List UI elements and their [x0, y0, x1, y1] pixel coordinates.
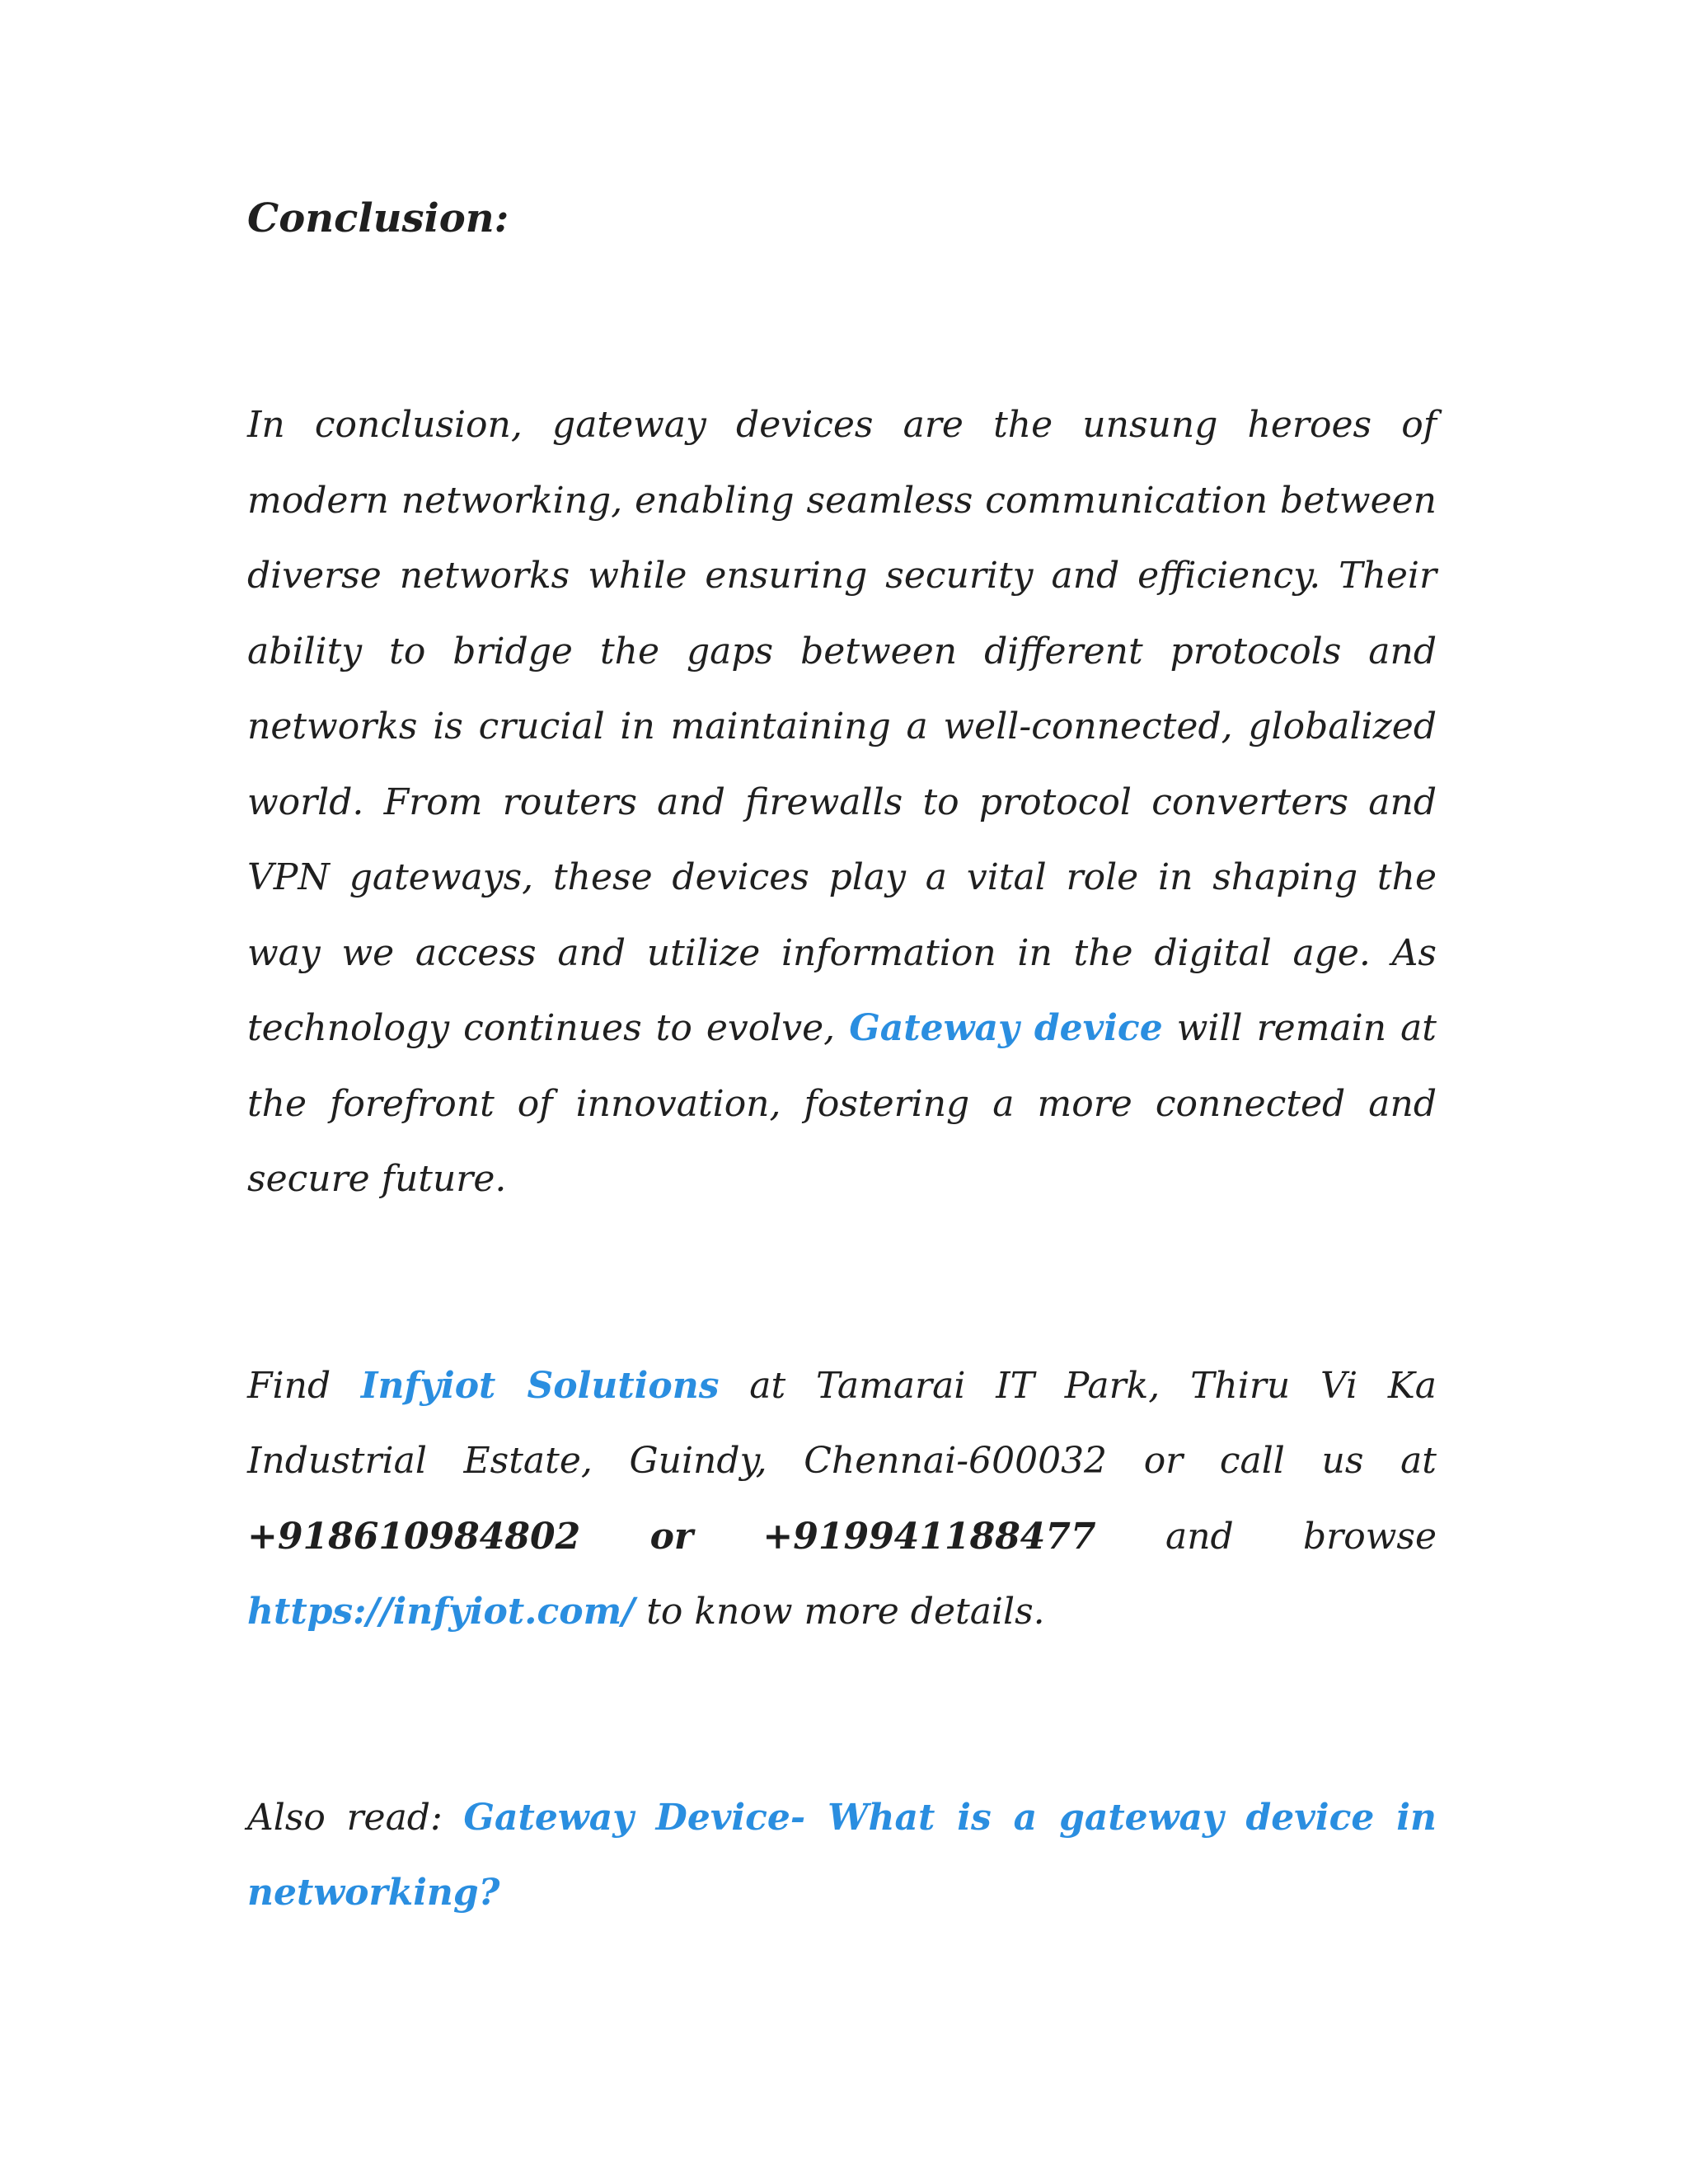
gateway-device-link[interactable]: Gateway device [849, 1007, 1163, 1049]
conclusion-text-after-link: will remain at the forefront of innovation, fostering a more connected and secure future. [247, 1007, 1437, 1200]
conclusion-paragraph [247, 387, 1437, 1217]
also-read-paragraph [247, 1780, 1437, 1931]
also-read-link[interactable]: Gateway Device- What is a gateway device in networking? [247, 1796, 1437, 1914]
address-text: at Tamarai IT Park, Thiru Vi Ka Industrial Estate, Guindy, Chennai-600032 or call us at [247, 1364, 1437, 1482]
phone-number-1: +918610984802 [247, 1515, 581, 1558]
also-read-label: Also read: [247, 1796, 443, 1839]
and-browse-text: and browse [1165, 1515, 1437, 1558]
know-more-text: to know more details. [646, 1591, 1045, 1633]
website-url-link[interactable]: https://infyiot.com/ [247, 1591, 635, 1633]
or-text: or [649, 1515, 694, 1558]
infyiot-solutions-link[interactable]: Infyiot Solutions [360, 1364, 720, 1407]
contact-paragraph [247, 1348, 1437, 1650]
phone-number-2: +919941188477 [762, 1515, 1096, 1558]
conclusion-text-before-link: In conclusion, gateway devices are the unsung heroes of modern networking, enabling seamless communication between diverse networks while ensuring security and efficiency. Their ability to bridge the gaps between different protocols and networks is crucial in maintaining a well-connected, globalized world. From routers and firewalls to protocol converters and VPN gateways, these devices play a vital role in shaping the way we access and utilize information in the digital age. As technology continues to evolve, [247, 404, 1437, 1049]
section-heading: Conclusion: [247, 195, 509, 241]
document-page [247, 181, 1437, 1931]
find-text: Find [247, 1364, 331, 1407]
